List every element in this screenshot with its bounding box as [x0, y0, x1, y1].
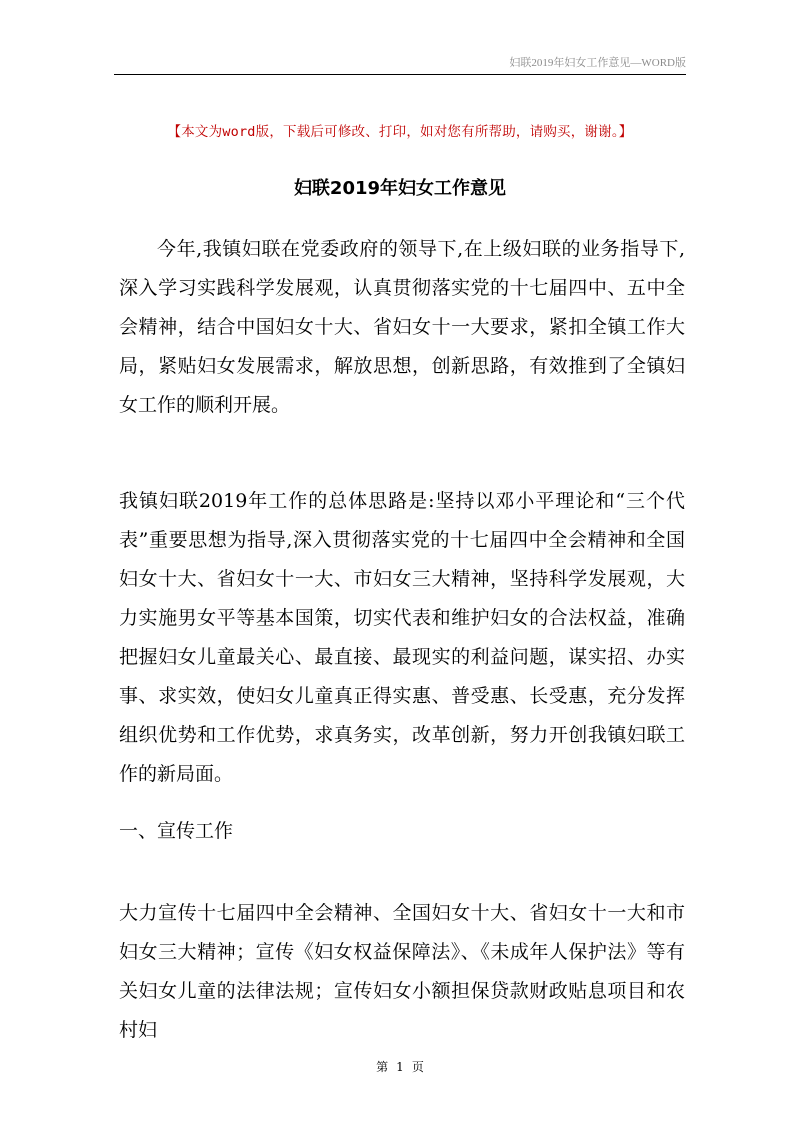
section-heading-publicity: 一、宣传工作: [119, 820, 234, 842]
paragraph-overall-approach: 我镇妇联2019年工作的总体思路是:坚持以邓小平理论和“三个代表”重要思想为指导,深入贯彻落实党的十七届四中全会精神和全国妇女十大、省妇女十一大、市妇女三大精神，坚持科学发展观，大力实施男女平等基本国策，切实代表和维护妇女的合法权益，准确把握妇女儿童最关心、最直接、最现实的利益问题，谋实招、办实事、求实效，使妇女儿童真正得实惠、普受惠、长受惠，充分发挥组织优势和工作优势，求真务实，改革创新，努力开创我镇妇联工作的新局面。: [119, 490, 685, 785]
page-number-suffix: 页: [411, 1060, 424, 1074]
running-header: 妇联2019年妇女工作意见—WORD版: [509, 57, 686, 69]
page-number: [0, 1058, 800, 1075]
paragraph-publicity-work: 大力宣传十七届四中全会精神、全国妇女十大、省妇女十一大和市妇女三大精神；宣传《妇女权益保障法》、《未成年人保护法》等有关妇女儿童的法律法规；宣传妇女小额担保贷款财政贴息项目和农村妇: [119, 902, 685, 1041]
paragraph-intro: 今年,我镇妇联在党委政府的领导下,在上级妇联的业务指导下,深入学习实践科学发展观，认真贯彻落实党的十七届四中、五中全会精神，结合中国妇女十大、省妇女十一大要求，紧扣全镇工作大局，紧贴妇女发展需求，解放思想，创新思路，有效推到了全镇妇女工作的顺利开展。: [119, 238, 685, 416]
document-title: 妇联2019年妇女工作意见: [293, 178, 507, 199]
download-notice: 【本文为word版，下载后可修改、打印，如对您有所帮助，请购买，谢谢。】: [167, 124, 633, 140]
page-number-prefix: 第: [376, 1060, 389, 1074]
header-divider: [114, 74, 686, 75]
page-number-value: 1: [396, 1060, 404, 1074]
